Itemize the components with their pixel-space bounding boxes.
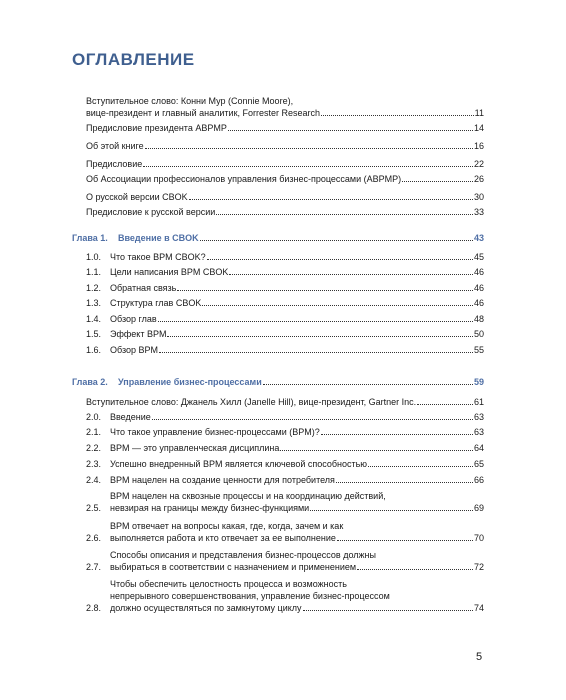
dot-leader xyxy=(159,351,473,353)
toc-entry-section[interactable] xyxy=(86,313,484,325)
toc-chapter-1[interactable] xyxy=(72,232,484,244)
toc-page-number: 65 xyxy=(473,459,484,469)
dot-leader xyxy=(202,304,473,306)
toc-entry-title: Эффект BPM xyxy=(110,329,167,339)
toc-entry-title: Предисловие президента ABPMP xyxy=(86,123,227,133)
toc-page-number: 63 xyxy=(473,412,484,422)
toc-entry-title: Чтобы обеспечить целостность процесса и возможность xyxy=(110,579,347,589)
toc-entry-title: Введение в CBOK xyxy=(118,233,199,243)
dot-leader xyxy=(357,568,473,570)
toc-page-number: 59 xyxy=(473,377,484,387)
toc-page-number: 66 xyxy=(473,475,484,485)
toc-entry-title: выбираться в соответствии с назначением и применением xyxy=(110,562,357,572)
toc-page-number: 33 xyxy=(473,207,484,217)
dot-leader xyxy=(303,609,473,611)
dot-leader xyxy=(310,509,473,511)
toc-page-number: 11 xyxy=(474,108,484,118)
toc-entry-title: должно осуществляться по замкнутому циклу xyxy=(110,603,302,613)
toc-page-number: 45 xyxy=(473,252,484,262)
toc-entry-title: Обзор глав xyxy=(110,314,157,324)
toc-entry-section[interactable] xyxy=(86,578,484,614)
dot-leader xyxy=(200,239,473,241)
toc-entry-number: 1.4. xyxy=(86,314,102,324)
toc-entry-title: Вступительное слово: Конни Мур (Connie Moore), xyxy=(86,96,294,106)
toc-page-number: 16 xyxy=(473,141,484,151)
toc-entry-number: 2.8. xyxy=(86,603,102,613)
dot-leader xyxy=(145,147,473,149)
toc-page-number: 46 xyxy=(473,298,484,308)
dot-leader xyxy=(228,129,473,131)
toc-entry-section[interactable] xyxy=(86,442,484,454)
toc-entry-section[interactable] xyxy=(86,474,484,486)
toc-entry-title: BPM отвечает на вопросы какая, где, когда, зачем и как xyxy=(110,521,344,531)
toc-entry-title: Что такое управление бизнес-процессами (BPM)? xyxy=(110,427,320,437)
dot-leader xyxy=(402,180,473,182)
toc-entry-section[interactable] xyxy=(86,282,484,294)
toc-page-number: 48 xyxy=(473,314,484,324)
toc-page-number: 55 xyxy=(473,345,484,355)
toc-page-number: 61 xyxy=(473,397,484,407)
toc-entry-number: 1.6. xyxy=(86,345,102,355)
dot-leader xyxy=(189,198,473,200)
toc-entry-title: Структура глав CBOK xyxy=(110,298,202,308)
toc-entry-title: Об Ассоциации профессионалов управления бизнес-процессами (ABPMP) xyxy=(86,174,402,184)
toc-entry-title: Обратная связь xyxy=(110,283,177,293)
toc-entry-section[interactable] xyxy=(86,426,484,438)
toc-entry-title: Успешно внедренный BPM является ключевой способностью xyxy=(110,459,368,469)
toc-entry-front-matter[interactable] xyxy=(86,95,484,119)
toc-entry-front-matter[interactable] xyxy=(86,158,484,170)
dot-leader xyxy=(152,418,473,420)
toc-entry-title: Предисловие xyxy=(86,159,143,169)
dot-leader xyxy=(417,403,473,405)
toc-page-number: 74 xyxy=(473,603,484,613)
toc-entry-section[interactable] xyxy=(86,411,484,423)
toc-entry-section[interactable] xyxy=(86,297,484,309)
toc-entry-number: 2.6. xyxy=(86,533,102,543)
toc-entry-title: выполняется работа и кто отвечает за ее выполнение xyxy=(110,533,336,543)
dot-leader xyxy=(167,335,473,337)
toc-entry-front-matter[interactable] xyxy=(86,206,484,218)
toc-entry-section[interactable] xyxy=(86,251,484,263)
toc-entry-front-matter[interactable] xyxy=(86,173,484,185)
toc-entry-title: Вступительное слово: Джанель Хилл (Janelle Hill), вице-президент, Gartner Inc. xyxy=(86,397,417,407)
toc-page-number: 46 xyxy=(473,283,484,293)
toc-entry-title: Предисловие к русской версии xyxy=(86,207,216,217)
toc-entry-title: Что такое BPM CBOK? xyxy=(110,252,206,262)
toc-entry-number: 2.2. xyxy=(86,443,102,453)
toc-entry-section[interactable] xyxy=(86,458,484,470)
toc-entry-number: 2.3. xyxy=(86,459,102,469)
dot-leader xyxy=(229,273,473,275)
toc-entry-front-matter[interactable] xyxy=(86,191,484,203)
toc-page-number: 30 xyxy=(473,192,484,202)
toc-entry-number: Глава 2. xyxy=(72,377,108,387)
toc-entry-section[interactable] xyxy=(86,328,484,340)
toc-chapter-2[interactable] xyxy=(72,376,484,388)
toc-page-number: 63 xyxy=(473,427,484,437)
toc-entry-title: BPM нацелен на создание ценности для потребителя xyxy=(110,475,335,485)
toc-entry-front-matter[interactable] xyxy=(86,140,484,152)
toc-page-number: 72 xyxy=(473,562,484,572)
toc-entry-number: 1.2. xyxy=(86,283,102,293)
page-title: ОГЛАВЛЕНИЕ xyxy=(72,50,195,69)
dot-leader xyxy=(368,465,473,467)
toc-entry-number: 1.3. xyxy=(86,298,102,308)
toc-entry-title: Управление бизнес-процессами xyxy=(118,377,262,387)
dot-leader xyxy=(336,481,473,483)
dot-leader xyxy=(321,114,474,116)
toc-entry-number: 1.0. xyxy=(86,252,102,262)
toc-entry-title: Обзор BPM xyxy=(110,345,158,355)
dot-leader xyxy=(158,320,473,322)
toc-page-number: 50 xyxy=(473,329,484,339)
toc-entry-title: BPM — это управленческая дисциплина xyxy=(110,443,280,453)
toc-entry-foreword[interactable] xyxy=(86,396,484,408)
toc-entry-number: 2.5. xyxy=(86,503,102,513)
toc-entry-section[interactable] xyxy=(86,549,484,573)
toc-entry-section[interactable] xyxy=(86,520,484,544)
toc-entry-title: Об этой книге xyxy=(86,141,144,151)
toc-entry-number: 2.4. xyxy=(86,475,102,485)
dot-leader xyxy=(263,383,473,385)
toc-entry-number: 1.5. xyxy=(86,329,102,339)
toc-page-number: 70 xyxy=(473,533,484,543)
toc-page-number: 22 xyxy=(473,159,484,169)
toc-page-number: 46 xyxy=(473,267,484,277)
toc-entry-section[interactable] xyxy=(86,490,484,514)
toc-entry-number: 2.7. xyxy=(86,562,102,572)
toc-entry-number: 1.1. xyxy=(86,267,102,277)
toc-entry-number: 2.0. xyxy=(86,412,102,422)
dot-leader xyxy=(207,258,473,260)
toc-entry-title: Способы описания и представления бизнес-процессов должны xyxy=(110,550,376,560)
toc-page-number: 14 xyxy=(473,123,484,133)
toc-entry-title: BPM нацелен на сквозные процессы и на координацию действий, xyxy=(110,491,386,501)
toc-entry-title: Введение xyxy=(110,412,151,422)
dot-leader xyxy=(337,539,473,541)
dot-leader xyxy=(280,449,473,451)
dot-leader xyxy=(321,433,473,435)
toc-entry-title: О русской версии CBOK xyxy=(86,192,188,202)
toc-entry-title: Цели написания BPM CBOK xyxy=(110,267,229,277)
toc-page-number: 43 xyxy=(473,233,484,243)
toc-entry-number: Глава 1. xyxy=(72,233,108,243)
toc-entry-front-matter[interactable] xyxy=(86,122,484,134)
toc-page-number: 26 xyxy=(473,174,484,184)
toc-entry-number: 2.1. xyxy=(86,427,102,437)
toc-entry-section[interactable] xyxy=(86,266,484,278)
dot-leader xyxy=(143,165,473,167)
toc-entry-section[interactable] xyxy=(86,344,484,356)
toc-page-number: 69 xyxy=(473,503,484,513)
toc-entry-title: непрерывного совершенствования, управление бизнес-процессом xyxy=(110,591,390,601)
toc-page-number: 64 xyxy=(473,443,484,453)
toc-entry-title: невзирая на границы между бизнес-функциями xyxy=(110,503,310,513)
dot-leader xyxy=(177,289,473,291)
page-number: 5 xyxy=(476,651,483,663)
toc-entry-title: вице-президент и главный аналитик, Forrester Research xyxy=(86,108,321,118)
dot-leader xyxy=(216,213,473,215)
